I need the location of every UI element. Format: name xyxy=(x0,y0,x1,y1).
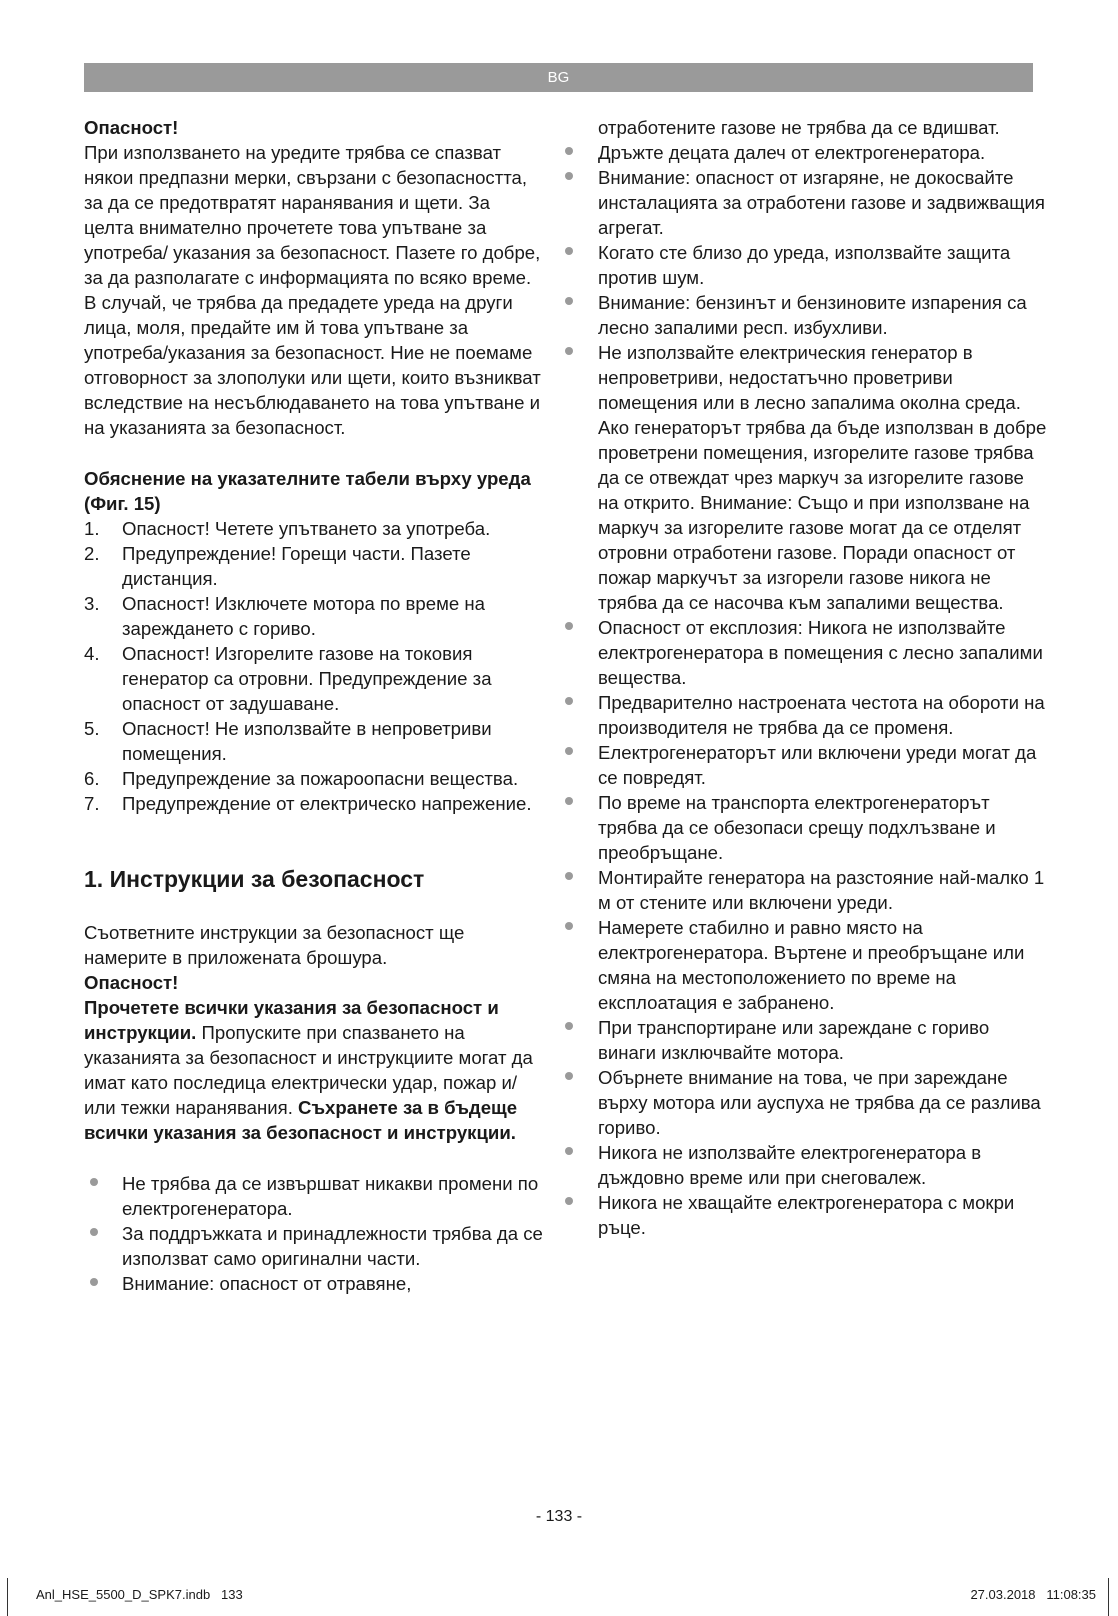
signs-list xyxy=(84,516,544,816)
list-item: Внимание: опасност от отравяне, xyxy=(84,1271,544,1296)
bullet-icon xyxy=(90,1278,98,1286)
list-item: Предварително настроената честота на обороти на производителя не трябва да се променя. xyxy=(578,690,1048,740)
bullet-icon xyxy=(565,697,573,705)
bullet-icon xyxy=(90,1178,98,1186)
right-bullet-list xyxy=(578,140,1048,1240)
crop-mark-right xyxy=(1108,1578,1109,1616)
footer-datetime: 27.03.2018 11:08:35 xyxy=(970,1587,1096,1602)
keep-bold: Съхранете за в бъдеще всички указания за безопасност и инструкции. xyxy=(84,1097,518,1143)
list-item: По време на транспорта електрогенераторът трябва да се обезопаси срещу подхлъзване и преобръщане. xyxy=(578,790,1048,865)
list-item: 3. Опасност! Изключете мотора по време на зареждането с гориво. xyxy=(84,593,486,639)
list-item: Намерете стабилно и равно място на електрогенератора. Въртене и преобръщане или смяна на местоположението по време на експлоатация е забранено. xyxy=(578,915,1048,1015)
bullet-icon xyxy=(565,172,573,180)
intro-paragraph: При използването на уредите трябва се спазват някои предпазни мерки, свързани с безопасността, за да се предотвратят наранявания и щети. За целта внимателно прочетете това упътване за употреба/ указания за безопасност. Пазете го добре, за да разполагате с информацията по всяко време. В случай, че трябва да предадете уреда на други лица, моля, предайте им й това упътване за употреба/указания за безопасност. Ние не поемаме отговорност за злополуки или щети, които възникват вследствие на несъблюдаването на това упътване и на указанията за безопасност. xyxy=(84,142,541,438)
bullet-icon xyxy=(565,297,573,305)
bullet-icon xyxy=(565,872,573,880)
bullet-icon xyxy=(565,347,573,355)
list-item: Дръжте децата далеч от електрогенератора. xyxy=(578,140,1048,165)
list-item: 7. Предупреждение от електрическо напрежение. xyxy=(84,793,532,814)
list-item: За поддръжката и принадлежности трябва да се използват само оригинални части. xyxy=(84,1221,544,1271)
language-code: BG xyxy=(547,69,570,86)
bullet-icon xyxy=(565,747,573,755)
list-item: Внимание: бензинът и бензиновите изпарения са лесно запалими респ. избухливи. xyxy=(578,290,1048,340)
bullet-icon xyxy=(565,147,573,155)
crop-mark-left xyxy=(7,1578,8,1616)
bullet-icon xyxy=(565,1022,573,1030)
continuation-text: отработените газове не трябва да се вдишват. xyxy=(598,117,1000,138)
bullet-icon xyxy=(565,622,573,630)
bullet-icon xyxy=(565,797,573,805)
list-item: Обърнете внимание на това, че при зареждане върху мотора или ауспуха не трябва да се разлива гориво. xyxy=(578,1065,1048,1140)
left-column xyxy=(84,115,544,1296)
footer-file-info: Anl_HSE_5500_D_SPK7.indb 133 xyxy=(36,1587,243,1602)
read-all-text: Пропуските при спазването на указанията за безопасност и инструкциите могат да имат като последица електрически удар, пожар и/или тежки наранявания. xyxy=(84,1022,533,1118)
bullet-icon xyxy=(565,247,573,255)
right-column xyxy=(578,115,1048,1240)
list-item: 5. Опасност! Не използвайте в непроветриви помещения. xyxy=(84,718,492,764)
read-all-paragraph xyxy=(84,995,544,1145)
list-item: Внимание: опасност от изгаряне, не докосвайте инсталацията за отработени газове и задвижващия агрегат. xyxy=(578,165,1048,240)
list-item: 2. Предупреждение! Горещи части. Пазете дистанция. xyxy=(84,543,471,589)
list-item: Електрогенераторът или включени уреди могат да се повредят. xyxy=(578,740,1048,790)
bullet-icon xyxy=(565,1072,573,1080)
list-item: 4. Опасност! Изгорелите газове на токовия генератор са отровни. Предупреждение за опасност от задушаване. xyxy=(84,643,492,714)
left-bullet-list xyxy=(84,1171,544,1296)
list-item: 1. Опасност! Четете упътването за употреба. xyxy=(84,518,491,539)
list-item: Никога не използвайте електрогенератора в дъждовно време или при снеговалеж. xyxy=(578,1140,1048,1190)
language-header-bar xyxy=(84,63,1033,92)
danger-heading-2: Опасност! xyxy=(84,972,179,993)
list-item: Опасност от експлозия: Никога не използвайте електрогенератора в помещения с лесно запалими вещества. xyxy=(578,615,1048,690)
list-item: Никога не хващайте електрогенератора с мокри ръце. xyxy=(578,1190,1048,1240)
section-title: 1. Инструкции за безопасност xyxy=(84,866,425,892)
list-item: Когато сте близо до уреда, използвайте защита против шум. xyxy=(578,240,1048,290)
danger-heading: Опасност! xyxy=(84,117,179,138)
read-all-bold: Прочетете всички указания за безопасност и инструкции. xyxy=(84,997,499,1043)
list-item: При транспортиране или зареждане с гориво винаги изключвайте мотора. xyxy=(578,1015,1048,1065)
bullet-icon xyxy=(565,1147,573,1155)
signs-heading: Обяснение на указателните табели върху уреда (Фиг. 15) xyxy=(84,468,531,514)
list-item: Не трябва да се извършват никакви промени по електрогенератора. xyxy=(84,1171,544,1221)
page-number: - 133 - xyxy=(535,1508,583,1525)
list-item: 6. Предупреждение за пожароопасни вещества. xyxy=(84,768,519,789)
bullet-icon xyxy=(90,1228,98,1236)
list-item: Монтирайте генератора на разстояние най-малко 1 м от стените или включени уреди. xyxy=(578,865,1048,915)
brochure-text: Съответните инструкции за безопасност ще намерите в приложената брошура. xyxy=(84,922,465,968)
list-item: Не използвайте електрическия генератор в непроветриви, недостатъчно проветриви помещения или в лесно запалима околна среда. Ако генераторът трябва да бъде използван в добре проветрени помещения, изгорелите газове трябва да се отвеждат чрез маркуч за изгорелите газове на открито. Внимание: Също и при използване на маркуч за изгорелите газове могат да се отделят отровни отработени газове. Поради опасност от пожар маркучът за изгорели газове никога не трябва да се насочва към запалими вещества. xyxy=(578,340,1048,615)
bullet-icon xyxy=(565,1197,573,1205)
bullet-icon xyxy=(565,922,573,930)
